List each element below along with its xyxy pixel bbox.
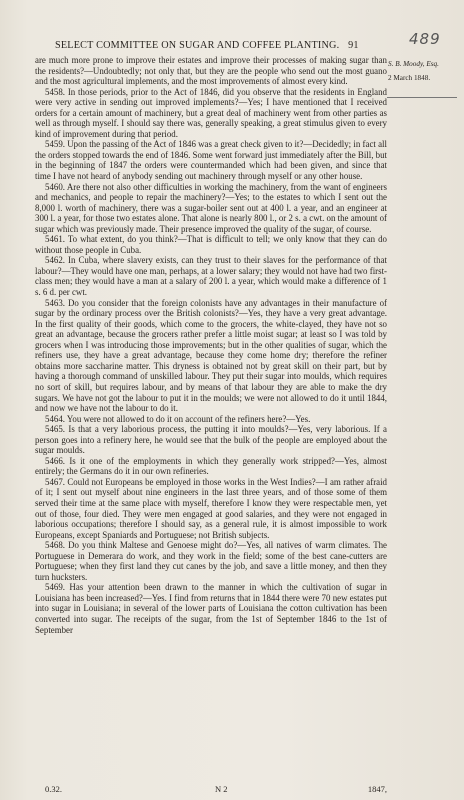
- page-footer: [35, 784, 387, 796]
- paragraph: 5464. You were not allowed to do it on account of the refiners here?—Yes.: [45, 413, 311, 424]
- leaf-signature: N 2: [215, 784, 228, 794]
- witness-name: S. B. Moody, Esq.: [388, 60, 439, 68]
- catchword: 1847,: [367, 784, 387, 794]
- paragraph: 5461. To what extent, do you think?—That is difficult to tell; we only know that they can do without those people in Cuba.: [35, 234, 387, 255]
- signature-mark: 0.32.: [45, 784, 62, 794]
- paragraph: 5466. Is it one of the employments in which they generally work stripped?—Yes, almost entirely; the Germans do it in our own refineries.: [35, 455, 387, 477]
- paragraph: 5465. Is that a very laborious process, the putting it into moulds?—Yes, very laborious. If a person goes into a refinery here, he would see that the bulk of the people are employed about the sugar moulds.: [35, 424, 387, 456]
- paragraph: 5468. Do you think Maltese and Genoese might do?—Yes, all natives of warm climates. The Portuguese in Demerara do work, and they work in the field; some of the best cane-cutters are Portuguese; when they first land they cut canes by the job, and save a little money, and then they turn hucksters.: [35, 540, 387, 582]
- paragraph: 5462. In Cuba, where slavery exists, can they trust to their slaves for the performance of that labour?—They would have one man, perhaps, at a lower salary; they would not have had two first-class men; they would have a man at a salary of 200 l. a year, which would make a difference of 1 s. 6 d. per cwt.: [35, 255, 387, 298]
- page-number: 91: [348, 40, 359, 51]
- margin-rule: [387, 97, 457, 98]
- running-title: SELECT COMMITTEE ON SUGAR AND COFFEE PLANTING.: [55, 40, 340, 51]
- evidence-date: 2 March 1848.: [388, 74, 431, 82]
- body-text: [35, 55, 387, 635]
- paragraph: 5458. In those periods, prior to the Act of 1846, did you observe that the residents in England were very active in sending out improved implements?—Yes; I have mentioned that I received orders for a certain amount of machinery, but a great deal of machinery went from other parties as well as through myself. I should say there was, generally speaking, a great stimulus given to every kind of improvement during that period.: [35, 86, 387, 139]
- paragraph: 5459. Upon the passing of the Act of 1846 was a great check given to it?—Decidedly; in fact all the orders stopped towards the end of 1846. Some went forward just immediately after the Bill, but in the beginning of 1847 the orders were countermanded which had been given, and since that time I have not heard of anybody sending out machinery through myself or any other house.: [35, 139, 387, 182]
- paragraph: are much more prone to improve their estates and improve their processes of making sugar than the residents?—Undoubtedly; not only that, but they are the people who send out the most guano and the most agricultural implements, and the most improvements of almost every kind.: [35, 55, 387, 87]
- margin-note: [388, 60, 462, 83]
- paragraph: 5463. Do you consider that the foreign colonists have any advantages in their manufacture of sugar by the ordinary process over the British colonists?—Yes, they have a very great advantage. In the first quality of their goods, which come to the grocers, the white-clayed, they have not so great an advantage, because the grocers rather prefer a little moist sugar; at least so I was told by grocers when I was introducing those improvements; but in the other qualities of sugar, which the refiners use, they have a great advantage, because they come home dry; therefore the refiner obtains more saccharine matter. This dryness is obtained not by great skill on their part, but by having a thorough command of unskilled labour. They put their sugar into moulds, which requires no sort of skill, but requires labour, and by means of that labour they are able to make the dry sugars. We have not got the labour to put it in the moulds; we were not allowed to do it until 1844, and now we have not the labour to do it.: [35, 297, 387, 414]
- running-header: [55, 40, 385, 51]
- handwritten-folio-number: 489: [409, 30, 441, 48]
- paragraph: 5467. Could not Europeans be employed in those works in the West Indies?—I am rather afraid of it; I sent out myself about nine engineers in the last three years, and of those some of them served their time at the same place with myself, therefore I know they were respectable men, yet out of those, four died. They were men engaged at good salaries, and they were not engaged in laborious occupations; therefore I should say, as a general rule, it is almost impossible to work Europeans, except Spaniards and Portuguese; not British subjects.: [35, 476, 387, 540]
- paragraph: 5460. Are there not also other difficulties in working the machinery, from the want of engineers and mechanics, and people to repair the machinery?—Yes; to the estates to which I sent out the 8,000 l. worth of machinery, there was a sugar-boiler sent out at 400 l. a year, and an engineer at 300 l. a year, for those two estates alone. That alone is nearly 800 l., or 2 s. a cwt. on the amount of sugar which was previously made. Their presence improved the quality of the sugar, of course.: [35, 181, 387, 234]
- paragraph: 5469. Has your attention been drawn to the manner in which the cultivation of sugar in Louisiana has been increased?—Yes. I find from returns that in 1844 there were 70 new estates put into sugar in Louisiana; in several of the lower parts of Louisiana the cotton cultivation has been converted into sugar. The receipts of the sugar, from the 1st of September 1846 to the 1st of September: [35, 582, 387, 635]
